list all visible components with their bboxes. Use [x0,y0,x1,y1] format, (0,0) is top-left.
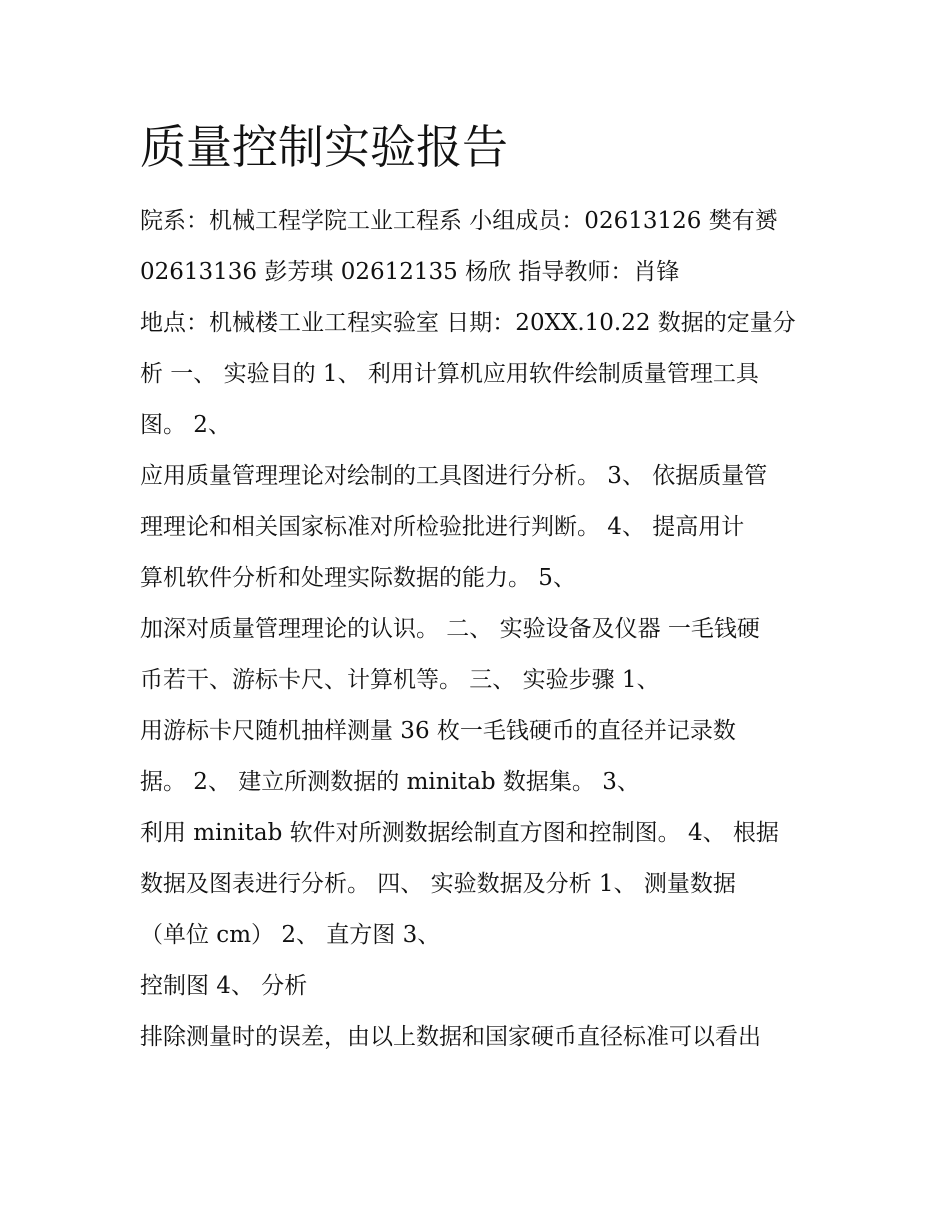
body-line: （单位 cm） 2、 直方图 3、 [140,922,441,948]
body-line: 图。 2、 [140,412,231,438]
body-line: 利用 minitab 软件对所测数据绘制直方图和控制图。 4、 根据 [140,820,779,846]
body-line: 应用质量管理理论对绘制的工具图进行分析。 3、 依据质量管 [140,463,768,489]
body-line: 币若干、游标卡尺、计算机等。 三、 实验步骤 1、 [140,667,660,693]
body-line: 地点：机械楼工业工程实验室 日期：20XX.10.22 数据的定量分 [140,310,796,336]
body-line: 院系：机械工程学院工业工程系 小组成员：02613126 樊有赟 [140,208,778,234]
body-line: 02613136 彭芳琪 02612135 杨欣 指导教师：肖锋 [140,259,680,285]
document-body [140,196,812,1063]
body-line: 据。 2、 建立所测数据的 minitab 数据集。 3、 [140,769,640,795]
body-line: 算机软件分析和处理实际数据的能力。 5、 [140,565,576,591]
body-line: 加深对质量管理理论的认识。 二、 实验设备及仪器 一毛钱硬 [140,616,760,642]
body-line: 用游标卡尺随机抽样测量 36 枚一毛钱硬币的直径并记录数 [140,718,736,744]
body-line: 理理论和相关国家标准对所检验批进行判断。 4、 提高用计 [140,514,745,540]
body-line: 控制图 4、 分析 [140,973,308,999]
document-title: 质量控制实验报告 [140,120,508,174]
body-line: 析 一、 实验目的 1、 利用计算机应用软件绘制质量管理工具 [140,361,759,387]
body-line: 排除测量时的误差，由以上数据和国家硬币直径标准可以看出 [140,1024,761,1050]
body-line: 数据及图表进行分析。 四、 实验数据及分析 1、 测量数据 [140,871,736,897]
